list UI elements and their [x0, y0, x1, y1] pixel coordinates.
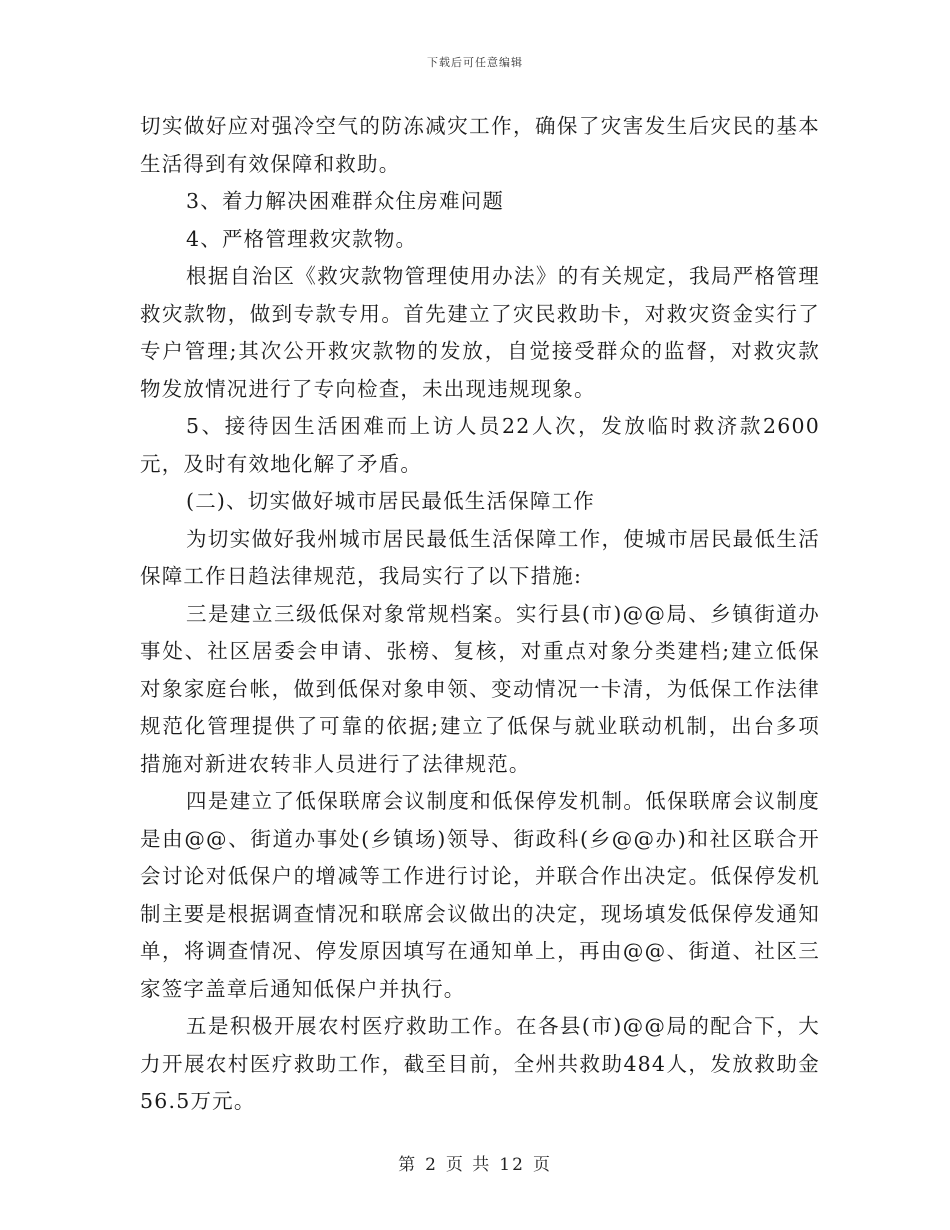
section-heading-2: (二)、切实做好城市居民最低生活保障工作: [186, 489, 595, 513]
list-item-3: 3、着力解决困难群众住房难问题: [186, 189, 505, 213]
paragraph-measure-5: 五是积极开展农村医疗救助工作。在各县(市)@@局的配合下，大力开展农村医疗救助工作，截至目前，全州共救助484人，发放救助金56.5万元。: [140, 1014, 820, 1113]
page-header-note: 下载后可任意编辑: [427, 56, 523, 69]
paragraph-continuation: 切实做好应对强冷空气的防冻减灾工作，确保了灾害发生后灾民的基本生活得到有效保障和救助。: [140, 114, 820, 176]
paragraph-measure-3: 三是建立三级低保对象常规档案。实行县(市)@@局、乡镇街道办事处、社区居委会申请、张榜、复核，对重点对象分类建档;建立低保对象家庭台帐，做到低保对象申领、变动情况一卡清，为低保工作法律规范化管理提供了可靠的依据;建立了低保与就业联动机制，出台多项措施对新进农转非人员进行了法律规范。: [140, 601, 820, 776]
list-item-4: 4、严格管理救灾款物。: [186, 226, 418, 251]
paragraph-relief-funds: 根据自治区《救灾款物管理使用办法》的有关规定，我局严格管理救灾款物，做到专款专用。首先建立了灾民救助卡，对救灾资金实行了专户管理;其次公开救灾款物的发放，自觉接受群众的监督，对救灾款物发放情况进行了专向检查，未出现违规现象。: [140, 264, 820, 401]
footer-current-page: 2: [425, 1155, 438, 1175]
footer-middle: 页 共: [445, 1155, 492, 1175]
list-item-5: 5、接待因生活困难而上访人员22人次，发放临时救济款2600元，及时有效地化解了矛盾。: [140, 414, 820, 476]
paragraph-measure-4: 四是建立了低保联席会议制度和低保停发机制。低保联席会议制度是由@@、街道办事处(乡镇场)领导、街政科(乡@@办)和社区联合开会讨论对低保户的增减等工作进行讨论，并联合作出决定。低保停发机制主要是根据调查情况和联席会议做出的决定，现场填发低保停发通知单，将调查情况、停发原因填写在通知单上，再由@@、街道、社区三家签字盖章后通知低保户并执行。: [140, 789, 820, 1001]
document-body: [140, 108, 820, 1121]
page-number-footer: [0, 1150, 950, 1175]
footer-total-pages: 12: [499, 1155, 525, 1175]
paragraph-measures-intro: 为切实做好我州城市居民最低生活保障工作，使城市居民最低生活保障工作日趋法律规范，我局实行了以下措施:: [140, 526, 820, 588]
footer-suffix: 页: [532, 1155, 552, 1175]
footer-prefix: 第: [398, 1155, 418, 1175]
